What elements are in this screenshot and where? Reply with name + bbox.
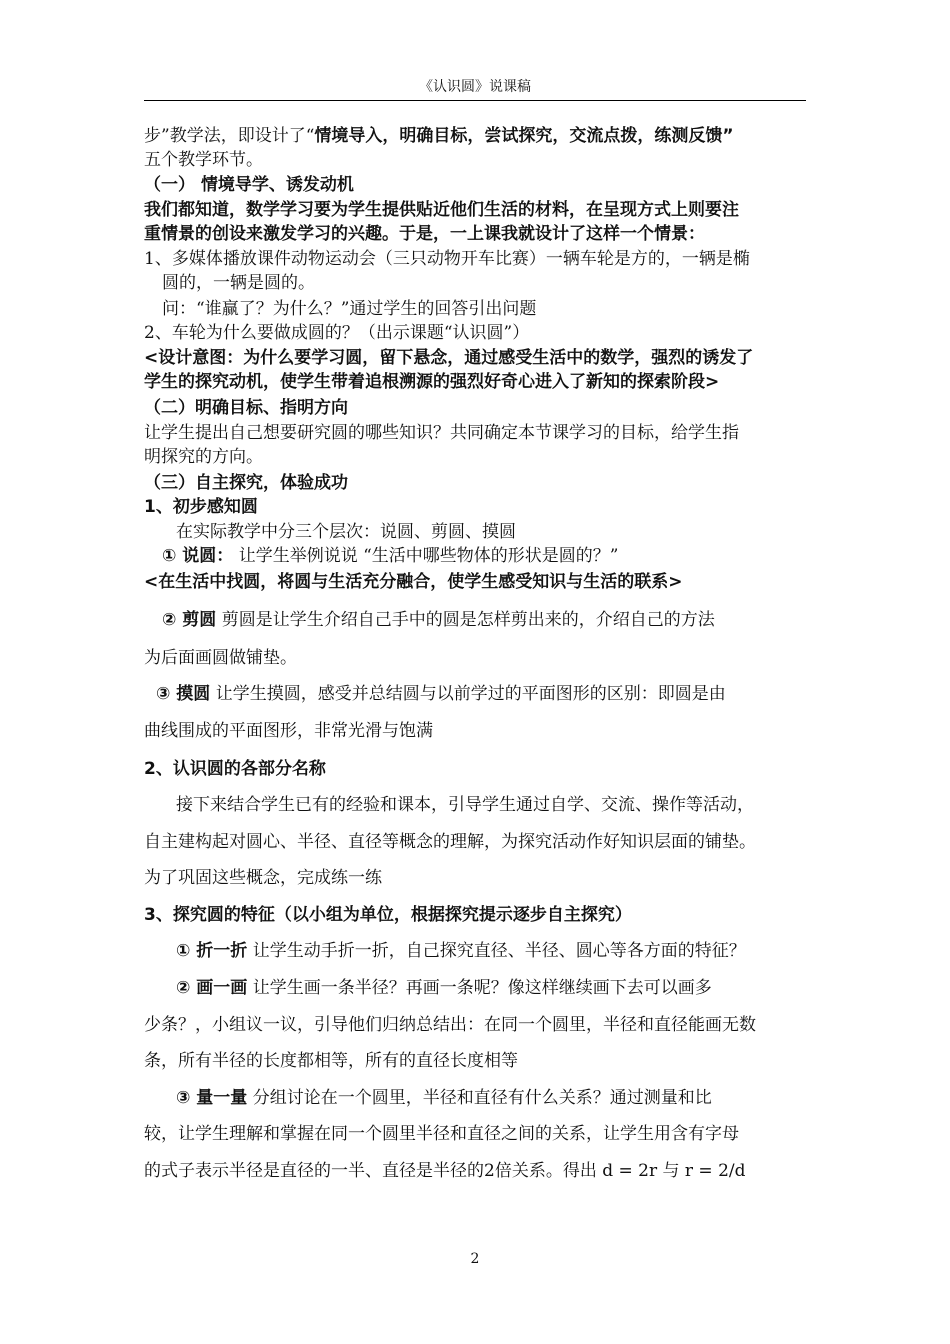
bold-text: （二）明确目标、指明方向 xyxy=(144,398,348,418)
text-line xyxy=(144,1086,840,1111)
bold-text: 3、探究圆的特征（以小组为单位，根据探究提示逐步自主探究） xyxy=(144,905,632,925)
text-line xyxy=(144,1013,808,1038)
body-text: 明探究的方向。 xyxy=(144,447,263,467)
bold-text: 我们都知道，数学学习要为学生提供贴近他们生活的材料，在呈现方式上则要注 xyxy=(144,200,739,220)
text-line xyxy=(144,495,808,520)
bold-text: 情境导入，明确目标，尝试探究，交流点拨，练测反馈” xyxy=(314,126,734,146)
page-header xyxy=(144,76,806,101)
text-line xyxy=(144,173,808,198)
text-line xyxy=(144,830,808,855)
body-text: 在实际教学中分三个层次：说圆、剪圆、摸圆 xyxy=(176,522,516,542)
bold-text: <在生活中找圆，将圆与生活充分融合，使学生感受知识与生活的联系> xyxy=(144,572,683,592)
text-line xyxy=(144,148,808,173)
body-text: 的式子表示半径是直径的一半、直径是半径的2倍关系。得出 d = 2r 与 r = 2/d xyxy=(144,1161,746,1181)
text-line xyxy=(144,346,808,371)
text-line xyxy=(144,608,826,633)
body-text: 步”教学法，即设计了“ xyxy=(144,126,315,146)
text-line xyxy=(144,793,840,818)
bold-text: ② 剪圆 xyxy=(162,610,217,630)
body-text: 接下来结合学生已有的经验和课本，引导学生通过自学、交流、操作等活动， xyxy=(176,795,754,815)
text-line xyxy=(144,646,808,671)
bold-text: ② 画一画 xyxy=(176,978,248,998)
text-line xyxy=(144,396,808,421)
bold-text: ③ 摸圆 xyxy=(156,684,211,704)
bold-text: 重情景的创设来激发学习的兴趣。于是，一上课我就设计了这样一个情景： xyxy=(144,224,705,244)
text-line xyxy=(144,570,808,595)
text-line xyxy=(144,976,840,1001)
text-line xyxy=(144,421,808,446)
text-line xyxy=(144,222,808,247)
text-line xyxy=(144,445,808,470)
bold-text: 1、初步感知圆 xyxy=(144,497,258,517)
body-text: 让学生举例说说 “生活中哪些物体的形状是圆的？” xyxy=(233,546,619,566)
bold-text: ③ 量一量 xyxy=(176,1088,248,1108)
body-text: 分组讨论在一个圆里，半径和直径有什么关系？通过测量和比 xyxy=(247,1088,712,1108)
body-text: 问：“谁赢了？为什么？”通过学生的回答引出问题 xyxy=(162,299,537,319)
text-line xyxy=(144,520,840,545)
body-text: 条，所有半径的长度都相等，所有的直径长度相等 xyxy=(144,1051,518,1071)
text-line xyxy=(144,544,826,569)
body-text: 较，让学生理解和掌握在同一个圆里半径和直径之间的关系，让学生用含有字母 xyxy=(144,1124,739,1144)
text-line xyxy=(144,1122,808,1147)
text-line xyxy=(144,370,808,395)
bold-text: 2、认识圆的各部分名称 xyxy=(144,759,326,779)
body-text: 为后面画圆做铺垫。 xyxy=(144,648,297,668)
body-text: 五个教学环节。 xyxy=(144,150,263,170)
text-line xyxy=(144,1049,808,1074)
text-line xyxy=(144,247,808,272)
text-line xyxy=(144,198,808,223)
body-text: 1、多媒体播放课件动物运动会（三只动物开车比赛）一辆车轮是方的，一辆是椭 xyxy=(144,249,750,269)
bold-text: 学生的探究动机，使学生带着追根溯源的强烈好奇心进入了新知的探索阶段> xyxy=(144,372,720,392)
text-line xyxy=(144,471,808,496)
bold-text: （一） 情境导学、诱发动机 xyxy=(144,175,354,195)
body-text: 剪圆是让学生介绍自己手中的圆是怎样剪出来的，介绍自己的方法 xyxy=(216,610,715,630)
body-text: 2、车轮为什么要做成圆的？（出示课题“认识圆”） xyxy=(144,323,530,343)
bold-text: ① 说圆： xyxy=(162,546,234,566)
body-text: 让学生提出自己想要研究圆的哪些知识？共同确定本节课学习的目标，给学生指 xyxy=(144,423,739,443)
bold-text: （三）自主探究，体验成功 xyxy=(144,473,348,493)
text-line xyxy=(144,719,808,744)
page-number: 2 xyxy=(470,1251,480,1267)
text-line xyxy=(144,866,808,891)
text-line xyxy=(144,939,840,964)
header-title: 《认识圆》说课稿 xyxy=(419,79,531,95)
body-text: 圆的，一辆是圆的。 xyxy=(162,273,315,293)
text-line xyxy=(144,1159,808,1184)
text-line xyxy=(144,271,826,296)
text-line xyxy=(144,297,826,322)
bold-text: <设计意图：为什么要学习圆，留下悬念，通过感受生活中的数学，强烈的诱发了 xyxy=(144,348,754,368)
text-line xyxy=(144,321,808,346)
body-text: 为了巩固这些概念，完成练一练 xyxy=(144,868,382,888)
body-text: 少条？，小组议一议，引导他们归纳总结出：在同一个圆里，半径和直径能画无数 xyxy=(144,1015,756,1035)
body-text: 让学生画一条半径？再画一条呢？像这样继续画下去可以画多 xyxy=(247,978,712,998)
bold-text: ① 折一折 xyxy=(176,941,248,961)
text-line xyxy=(144,682,820,707)
page-footer xyxy=(0,1251,950,1267)
body-text: 曲线围成的平面图形，非常光滑与饱满 xyxy=(144,721,433,741)
text-line xyxy=(144,903,808,928)
body-text: 让学生动手折一折，自己探究直径、半径、圆心等各方面的特征？ xyxy=(247,941,746,961)
body-text: 让学生摸圆，感受并总结圆与以前学过的平面图形的区别：即圆是由 xyxy=(210,684,726,704)
text-line xyxy=(144,124,808,149)
text-line xyxy=(144,757,808,782)
body-text: 自主建构起对圆心、半径、直径等概念的理解，为探究活动作好知识层面的铺垫。 xyxy=(144,832,756,852)
